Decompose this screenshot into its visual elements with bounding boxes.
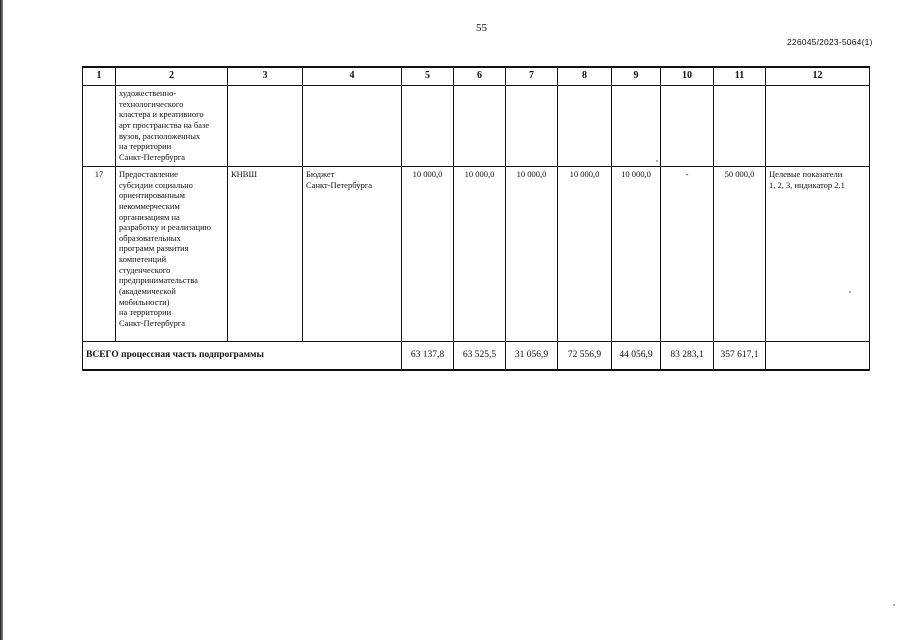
page-number: 55: [476, 22, 487, 34]
table-cell: [766, 342, 870, 371]
indicators-cell: Целевые показатели 1, 2, 3, индикатор 2.1: [766, 167, 870, 342]
table-cell: [402, 86, 454, 167]
table-cell: [303, 86, 402, 167]
value-cell: 10 000,0: [612, 167, 661, 342]
table-cell: [612, 86, 661, 167]
column-header: 12: [766, 67, 870, 86]
table-cell: [506, 86, 558, 167]
table-cell: [454, 86, 506, 167]
event-name-cell: Предоставление субсидии социально ориентированным некоммерческим организациям на разработку и реализацию образовательных программ развития компетенций студенческого предпринимательства (академической мобильности) на территории Санкт-Петербурга: [116, 167, 228, 342]
column-header: 10: [661, 67, 714, 86]
document-code: 226045/2023-5064(1): [787, 37, 873, 47]
scan-speck: [656, 160, 658, 162]
total-value-cell: 63 137,8: [402, 342, 454, 371]
total-value-cell: 63 525,5: [454, 342, 506, 371]
table-cell: [228, 86, 303, 167]
column-header: 6: [454, 67, 506, 86]
column-header: 11: [714, 67, 766, 86]
table-cell: [558, 86, 612, 167]
funding-source-cell: Бюджет Санкт-Петербурга: [303, 167, 402, 342]
total-value-cell: 72 556,9: [558, 342, 612, 371]
table-row-continuation: [83, 86, 870, 167]
column-header: 3: [228, 67, 303, 86]
table-cell: [83, 86, 116, 167]
total-value-cell: 44 056,9: [612, 342, 661, 371]
total-label: ВСЕГО процессная часть подпрограммы: [83, 342, 402, 371]
value-cell: 10 000,0: [506, 167, 558, 342]
total-value-cell: 83 283,1: [661, 342, 714, 371]
scan-speck: [849, 291, 851, 293]
column-header: 8: [558, 67, 612, 86]
value-cell: 50 000,0: [714, 167, 766, 342]
value-cell: -: [661, 167, 714, 342]
total-value-cell: 357 617,1: [714, 342, 766, 371]
scan-left-edge: [0, 0, 3, 640]
executor-cell: КНВШ: [228, 167, 303, 342]
event-name-cell: художественно- технологического кластера и креативного арт пространства на базе вузов, расположенных на территории Санкт-Петербурга: [116, 86, 228, 167]
column-header: 7: [506, 67, 558, 86]
value-cell: 10 000,0: [402, 167, 454, 342]
scan-speck: [893, 604, 895, 606]
column-header: 5: [402, 67, 454, 86]
table-cell: [661, 86, 714, 167]
table-cell: [766, 86, 870, 167]
table-cell: [714, 86, 766, 167]
table-header-row: [83, 67, 870, 86]
row-number-cell: 17: [83, 167, 116, 342]
value-cell: 10 000,0: [558, 167, 612, 342]
column-header: 4: [303, 67, 402, 86]
column-header: 9: [612, 67, 661, 86]
value-cell: 10 000,0: [454, 167, 506, 342]
column-header: 1: [83, 67, 116, 86]
program-table: [82, 66, 870, 371]
table-row-total: [83, 342, 870, 371]
table-row-17: [83, 167, 870, 342]
column-header: 2: [116, 67, 228, 86]
total-value-cell: 31 056,9: [506, 342, 558, 371]
